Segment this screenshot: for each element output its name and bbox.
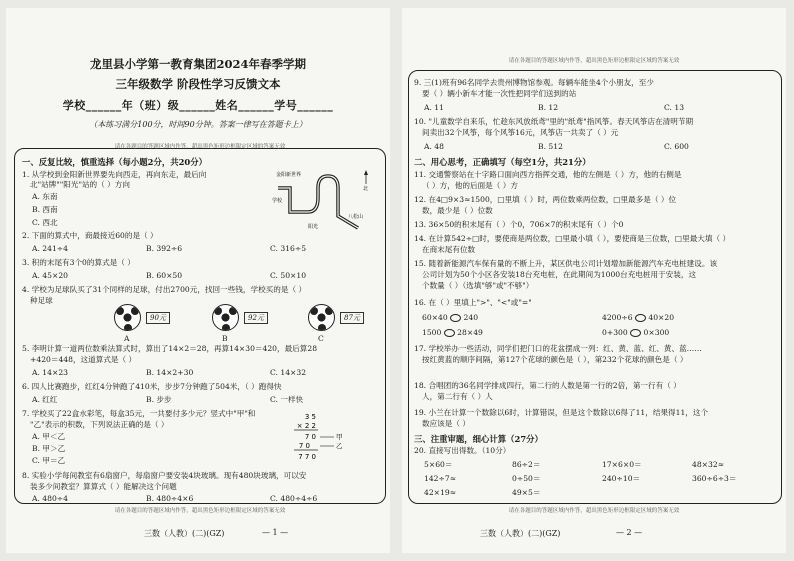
question-7-cont: "乙"表示的积数，下列说法正确的是（ ） [30, 420, 169, 429]
q7-option-a: A. 甲＜乙 [32, 432, 66, 441]
footer-page-number: — 1 — [262, 528, 289, 537]
soccer-ball-icon [212, 304, 239, 331]
q2-option-b: B. 392÷6 [146, 244, 183, 253]
footer-code: 三数（人教）(二)(GZ) [480, 529, 561, 538]
compare-left: 4200÷6 [602, 313, 633, 322]
question-5-cont: +420＝448，这道算式是（ ） [30, 355, 137, 364]
compare-circle [635, 314, 646, 322]
map-label-basongshan: 八松山 [348, 214, 364, 220]
question-15-cont: 公司计划为50个小区各安装18台充电桩，在此期间为1000台充电桩用于安装，这 [422, 270, 697, 279]
map-label-yangguang: 阳光 [308, 224, 319, 230]
q8-option-a: A. 480÷4 [32, 494, 68, 503]
q6-option-a: A. 红红 [32, 395, 58, 404]
compare-circle [444, 329, 455, 337]
vm-label-jia: 甲 [336, 433, 343, 441]
compare-left: 1500 [422, 328, 442, 337]
page-left [6, 8, 390, 553]
vm-label-yi: 乙 [336, 442, 343, 450]
exam-subtitle: 三年级数学 阶段性学习反馈文本 [115, 77, 281, 91]
map-label-school: 学校 [272, 198, 283, 204]
compare-right: 240 [463, 313, 479, 322]
exam-title: 龙里县小学第一教育集团2024年春季学期 [89, 57, 306, 71]
compare-row-1b [602, 313, 674, 323]
question-3: 3. 积的末尾有3个0的算式是（ ） [22, 258, 135, 267]
section-1-heading: 一、反复比较，慎重选择（每小题2分，共20分） [22, 157, 207, 167]
notice-bottom: 请在各题目的答题区域内作答，超出黑色矩形边框限定区域的答案无效 [114, 508, 286, 514]
section-3-heading: 三、注重审题，细心计算（27分） [414, 434, 543, 444]
q1-option-c: C. 西北 [32, 218, 58, 227]
question-20: 20. 直接写出得数。（10分） [414, 446, 511, 455]
q10-option-c: C. 600 [664, 142, 689, 151]
question-17: 17. 学校举办一些活动，同学们把门口的花盆摆成一列：红、黄、蓝、红、黄、蓝…… [414, 344, 702, 353]
question-11: 11. 交通警察站在十字路口面向西方指挥交通，他的左侧是（ ）方，他的右侧是 [414, 170, 682, 179]
calc-item: 48×32≈ [692, 460, 725, 469]
compare-row-1a [422, 313, 478, 323]
price-a: 90元 [146, 312, 170, 324]
soccer-ball-icon [308, 304, 335, 331]
question-11-cont: （ ）方，他的后面是（ ）方 [422, 181, 518, 190]
compare-right: 40×20 [648, 313, 675, 322]
calc-item: 240÷10＝ [602, 474, 641, 483]
q5-option-a: A. 14×23 [32, 368, 68, 377]
page-right [402, 8, 786, 553]
compare-circle [450, 314, 461, 322]
vm-row-5: 7 7 0 [298, 453, 316, 461]
price-b: 92元 [244, 312, 268, 324]
q5-option-c: C. 14×32 [270, 368, 307, 377]
vm-row-4: 7 0 [298, 442, 310, 450]
compare-row-2b [602, 328, 669, 338]
question-9-cont: 要（ ）辆小新车才能一次性把同学们送到的站 [422, 89, 577, 98]
q1-option-b: B. 西南 [32, 205, 58, 214]
compare-left: 60×40 [422, 313, 448, 322]
question-12: 12. 在4□9×3≈1500，□里填（ ）时，两位数乘两位数，□里最多是（ ）位 [414, 195, 677, 204]
exam-note: （本练习满分100分，时间90分钟。答案一律写在答题卡上） [89, 120, 307, 129]
section-2-heading: 二、用心思考，正确填写（每空1分，共21分） [414, 157, 591, 167]
calc-item: 49×5＝ [512, 488, 541, 497]
vertical-multiplication [288, 410, 358, 468]
question-17-cont: 按红黄蓝的顺序间隔，第127个花球的颜色是（ ），第232个花球的颜色是（ ） [422, 355, 688, 364]
calc-item: 0÷50＝ [512, 474, 541, 483]
q6-option-c: C. 一样快 [270, 395, 304, 404]
question-18: 18. 合唱团的36名同学排成四行，第二行的人数是第一行的2倍，第一行有（ ） [414, 381, 681, 390]
question-1: 1. 从学校到金阳新世界要先向西走，再向东走，最后向 [22, 170, 207, 179]
q4-option-a: A [124, 334, 130, 343]
compare-right: 28×49 [457, 328, 483, 337]
q3-option-a: A. 45×20 [32, 271, 68, 280]
route-map [268, 168, 378, 236]
question-1-cont: 北"站牌""阳光"站的（ ）方向 [30, 180, 130, 189]
q1-option-a: A. 东南 [32, 192, 58, 201]
question-4: 4. 学校为足球队买了31个同样的足球，付出2700元，找回一些钱，学校买的是（ ） [22, 285, 307, 294]
question-14: 14. 在计算542÷□时，要使商是两位数，□里最小填（ ），要使商是三位数，□里最大填（ ） [414, 234, 731, 243]
question-15: 15. 随着新能源汽车保有量的不断上升，某区供电公司计划增加新能源汽车充电桩建设。该 [414, 259, 718, 268]
footer-code: 三数（人教）(二)(GZ) [144, 529, 225, 538]
vm-row-2: × 2 2 [296, 422, 316, 430]
student-info-line: 学校______年（班）级______姓名______学号______ [62, 99, 334, 112]
question-7: 7. 学校买了22盒水彩笔，每盒35元，一共要付多少元？竖式中"甲"和 [22, 409, 256, 418]
question-10-cont: 间卖出32个风筝，每个风筝16元，风筝店一共卖了（ ）元 [422, 128, 619, 137]
q2-option-a: A. 241÷4 [32, 244, 68, 253]
compare-row-2a [422, 328, 483, 338]
question-19-cont: 数应该是（ ） [422, 419, 470, 428]
q7-option-b: B. 甲＞乙 [32, 444, 66, 453]
question-18-cont: 人，第二行有（ ）人 [422, 392, 493, 401]
q4-option-c: C [318, 334, 324, 343]
question-8-cont: 装多少间教室？算算式（ ）能解决这个问题 [30, 482, 177, 491]
calc-item: 142÷7≈ [424, 474, 457, 483]
calc-item: 42×19≈ [424, 488, 457, 497]
vm-row-1: 3 5 [304, 413, 316, 421]
q10-option-b: B. 512 [538, 142, 563, 151]
notice-top: 请在各题目的答题区域内作答，超出黑色矩形边框限定区域的答案无效 [508, 58, 680, 64]
q4-option-b: B [222, 334, 228, 343]
compare-right: 0×300 [643, 328, 670, 337]
question-16: 16. 在（ ）里填上">"、"<"或"=" [414, 298, 532, 307]
compare-circle [630, 329, 641, 337]
question-10: 10. "儿童数学自来乐，忙趁东风放纸鸢"里的"纸鸢"指风筝。春天风筝店在清明节期 [414, 117, 694, 126]
q9-option-b: B. 12 [538, 103, 559, 112]
q9-option-c: C. 13 [664, 103, 685, 112]
question-2: 2. 下面的算式中，商最接近60的是（ ） [22, 231, 158, 240]
question-5: 5. 李明计算一道两位数乘法算式时，算出了14×2＝28，再算14×30＝420，最后算28 [22, 344, 318, 353]
question-8: 8. 实验小学每间教室有6扇窗户，每扇窗户要安装4块玻璃。现有480块玻璃，可以安 [22, 471, 307, 480]
q9-option-a: A. 11 [424, 103, 444, 112]
question-12-cont: 数，最少是（ ）位数 [422, 206, 493, 215]
q5-option-b: B. 14×2+30 [146, 368, 194, 377]
soccer-ball-icon [114, 304, 141, 331]
calc-item: 360÷6÷3＝ [692, 474, 737, 483]
notice-top: 请在各题目的答题区域内作答，超出黑色矩形边框限定区域的答案无效 [114, 144, 286, 150]
question-4-cont: 种足球 [30, 296, 53, 305]
q7-option-c: C. 甲＝乙 [32, 456, 66, 465]
question-15-cont2: 个数量（ ）（选填"够"或"不够"） [422, 281, 534, 290]
q3-option-b: B. 60×50 [146, 271, 183, 280]
question-14-cont: 在商末尾有位数 [422, 245, 476, 254]
calc-item: 5×60＝ [424, 460, 453, 469]
map-label-north: 北 [363, 186, 369, 192]
notice-bottom: 请在各题目的答题区域内作答，超出黑色矩形边框限定区域的答案无效 [508, 508, 680, 514]
question-19: 19. 小兰在计算一个数除以6时，计算错误，但是这个数除以6得了11，结果得11，这个 [414, 408, 709, 417]
map-label-destination: 金阳新世界 [276, 172, 302, 178]
footer-page-number: — 2 — [616, 528, 643, 537]
vm-row-3: 7 0 [304, 433, 316, 441]
q2-option-c: C. 316÷5 [270, 244, 307, 253]
q10-option-a: A. 48 [424, 142, 444, 151]
q8-option-b: B. 480÷4×6 [146, 494, 194, 503]
q6-option-b: B. 步步 [146, 395, 172, 404]
question-9: 9. 三(1)班有96名同学去贵州博物馆参观。每辆车能坐4个小朋友，至少 [414, 78, 654, 87]
price-c: 87元 [340, 312, 364, 324]
calc-item: 17×6×0＝ [602, 460, 642, 469]
q3-option-c: C. 50×10 [270, 271, 307, 280]
question-6: 6. 四人比赛跑步，红红4分钟跑了410米，步步7分钟跑了504米，（ ）跑得快 [22, 382, 282, 391]
calc-item: 86÷2＝ [512, 460, 541, 469]
compare-left: 0+300 [602, 328, 628, 337]
question-13: 13. 36×50的积末尾有（ ）个0，706×7的积末尾有（ ）个0 [414, 220, 624, 229]
q8-option-c: C. 480÷4÷6 [270, 494, 318, 503]
